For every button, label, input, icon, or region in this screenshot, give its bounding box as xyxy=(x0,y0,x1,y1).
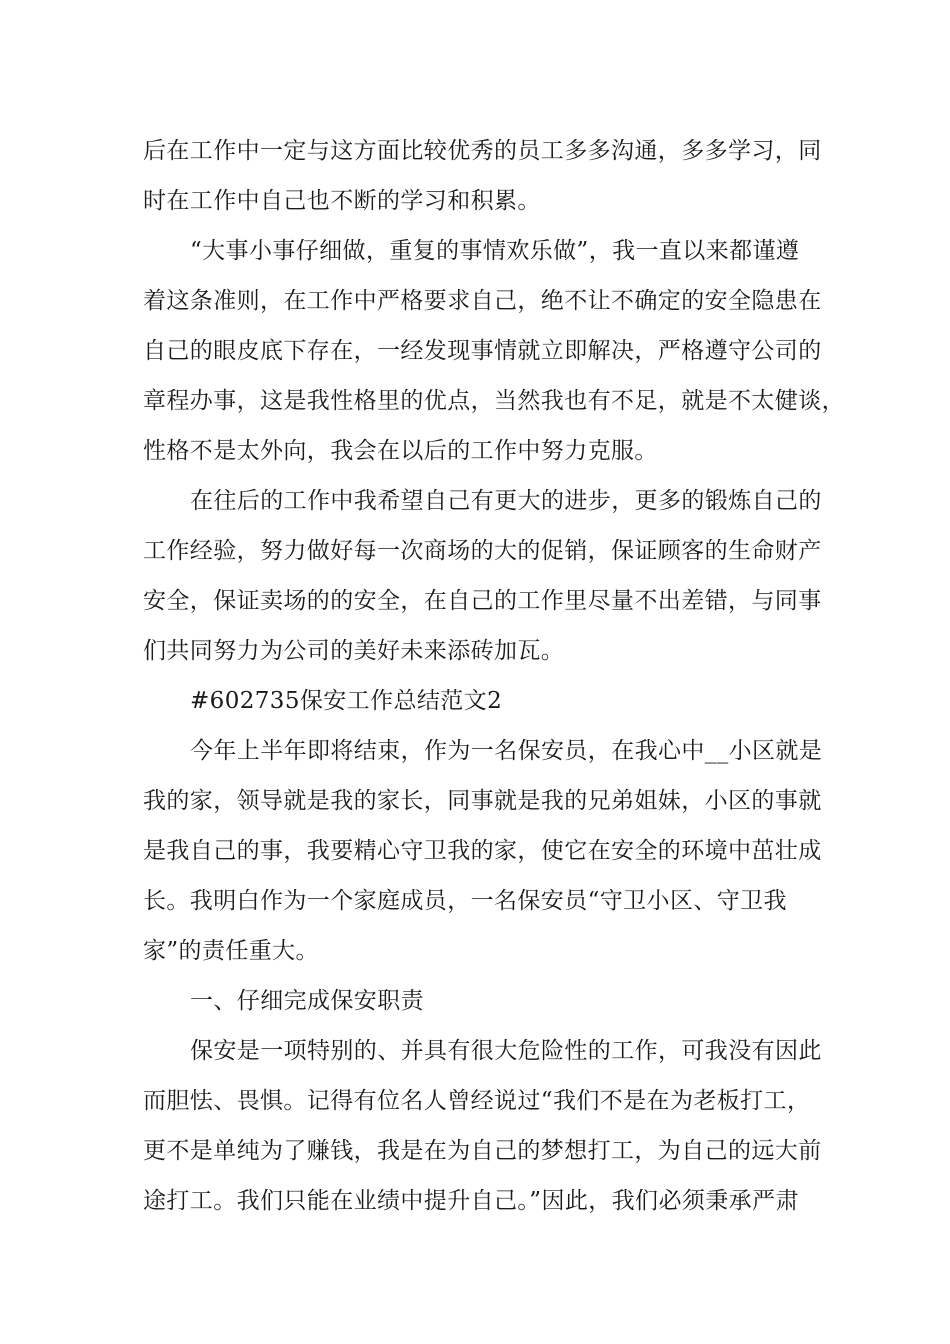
text-line: 后在工作中一定与这方面比较优秀的员工多多沟通，多多学习，同 xyxy=(143,138,822,164)
text-line: 安全，保证卖场的的安全，在自己的工作里尽量不出差错，与同事 xyxy=(143,588,822,614)
text-line: 家”的责任重大。 xyxy=(143,938,319,964)
text-line: 我的家，领导就是我的家长，同事就是我的兄弟姐妹，小区的事就 xyxy=(143,788,822,814)
text-line: 而胆怯、畏惧。记得有位名人曾经说过“我们不是在为老板打工， xyxy=(143,1088,811,1114)
paragraph-first-line: 保安是一项特别的、并具有很大危险性的工作，可我没有因此 xyxy=(190,1038,822,1064)
text-line: 时在工作中自己也不断的学习和积累。 xyxy=(143,188,541,214)
text-line: 长。我明白作为一个家庭成员，一名保安员“守卫小区、守卫我 xyxy=(143,888,787,914)
paragraph-first-line: “大事小事仔细做，重复的事情欢乐做”，我一直以来都谨遵 xyxy=(190,238,800,264)
text-line: 性格不是太外向，我会在以后的工作中努力克服。 xyxy=(143,438,658,464)
text-line: 是我自己的事，我要精心守卫我的家，使它在安全的环境中茁壮成 xyxy=(143,838,822,864)
paragraph-first-line: 在往后的工作中我希望自己有更大的进步，更多的锻炼自己的 xyxy=(190,488,822,514)
paragraph-first-line: 今年上半年即将结束，作为一名保安员，在我心中__小区就是 xyxy=(190,738,823,764)
text-line: 更不是单纯为了赚钱，我是在为自己的梦想打工，为自己的远大前 xyxy=(143,1138,822,1164)
text-line: 工作经验，努力做好每一次商场的大的促销，保证顾客的生命财产 xyxy=(143,538,822,564)
subsection-heading: 一、仔细完成保安职责 xyxy=(190,988,424,1014)
text-line: 途打工。我们只能在业绩中提升自己。”因此，我们必须秉承严肃 xyxy=(143,1188,799,1214)
section-heading: #602735保安工作总结范文2 xyxy=(190,688,503,714)
text-line: 们共同努力为公司的美好未来添砖加瓦。 xyxy=(143,638,565,664)
text-line: 章程办事，这是我性格里的优点，当然我也有不足，就是不太健谈， xyxy=(143,388,845,414)
text-line: 着这条准则，在工作中严格要求自己，绝不让不确定的安全隐患在 xyxy=(143,288,822,314)
text-line: 自己的眼皮底下存在，一经发现事情就立即解决，严格遵守公司的 xyxy=(143,338,822,364)
